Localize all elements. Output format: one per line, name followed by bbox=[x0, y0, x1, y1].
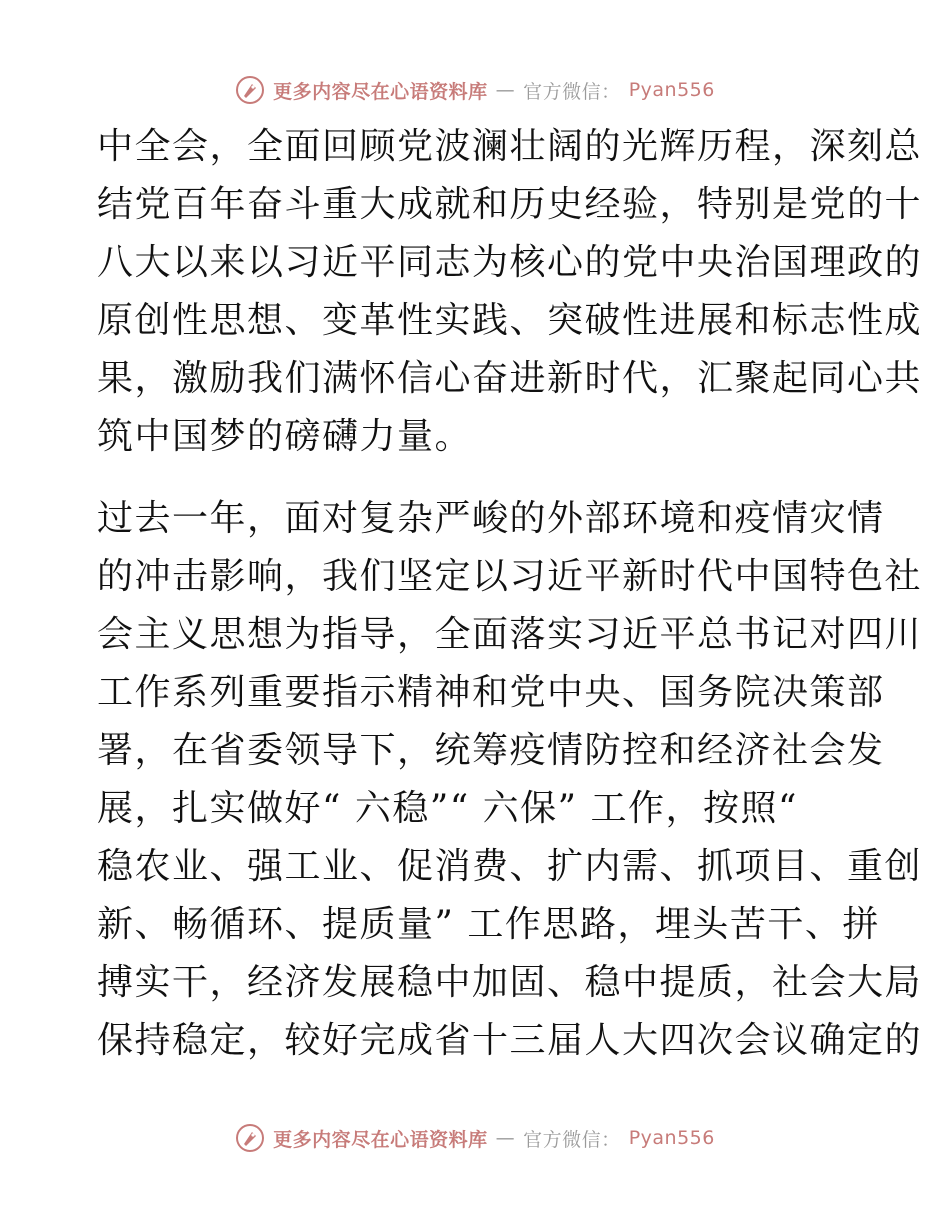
pen-nib-logo-icon bbox=[235, 75, 265, 105]
text-line: 果，激励我们满怀信心奋进新时代，汇聚起同心共 bbox=[97, 358, 923, 399]
pen-nib-logo-icon bbox=[235, 1123, 265, 1153]
text-line: 的冲击影响，我们坚定以习近平新时代中国特色社 bbox=[97, 556, 923, 597]
paragraph-spacer bbox=[97, 466, 857, 490]
watermark-wechat-label: 官方微信： bbox=[523, 1128, 621, 1151]
watermark-main-text: 更多内容尽在心语资料库 bbox=[273, 80, 488, 103]
text-line: 结党百年奋斗重大成就和历史经验，特别是党的十 bbox=[97, 184, 923, 225]
text-line: 署，在省委领导下，统筹疫情防控和经济社会发 bbox=[97, 730, 885, 771]
footer-watermark bbox=[0, 1118, 950, 1158]
text-line: 搏实干，经济发展稳中加固、稳中提质，社会大局 bbox=[97, 962, 923, 1003]
watermark-wechat-id: Pyan556 bbox=[628, 1127, 715, 1149]
watermark-dash: — bbox=[495, 1127, 516, 1149]
watermark-main-text: 更多内容尽在心语资料库 bbox=[273, 1128, 488, 1151]
document-body bbox=[97, 118, 923, 1070]
watermark-wechat-label: 官方微信： bbox=[523, 80, 621, 103]
text-line: 过去一年，面对复杂严峻的外部环境和疫情灾情 bbox=[97, 498, 885, 539]
text-line: 原创性思想、变革性实践、突破性进展和标志性成 bbox=[97, 300, 923, 341]
watermark-dash: — bbox=[495, 79, 516, 101]
watermark-wechat-id: Pyan556 bbox=[628, 79, 715, 101]
text-line: 工作系列重要指示精神和党中央、国务院决策部 bbox=[97, 672, 885, 713]
text-line: 展，扎实做好“ 六稳”“ 六保” 工作，按照“ bbox=[97, 788, 798, 829]
paragraph-2 bbox=[97, 490, 923, 1070]
text-line: 中全会，全面回顾党波澜壮阔的光辉历程，深刻总 bbox=[97, 126, 923, 167]
text-line: 筑中国梦的磅礴力量。 bbox=[97, 416, 473, 457]
text-line: 新、畅循环、提质量” 工作思路，埋头苦干、拼 bbox=[97, 904, 880, 945]
text-line: 稳农业、强工业、促消费、扩内需、抓项目、重创 bbox=[97, 846, 923, 887]
text-line: 保持稳定，较好完成省十三届人大四次会议确定的 bbox=[97, 1020, 923, 1061]
text-line: 八大以来以习近平同志为核心的党中央治国理政的 bbox=[97, 242, 923, 283]
paragraph-1 bbox=[97, 118, 923, 466]
header-watermark bbox=[0, 70, 950, 110]
text-line: 会主义思想为指导，全面落实习近平总书记对四川 bbox=[97, 614, 923, 655]
